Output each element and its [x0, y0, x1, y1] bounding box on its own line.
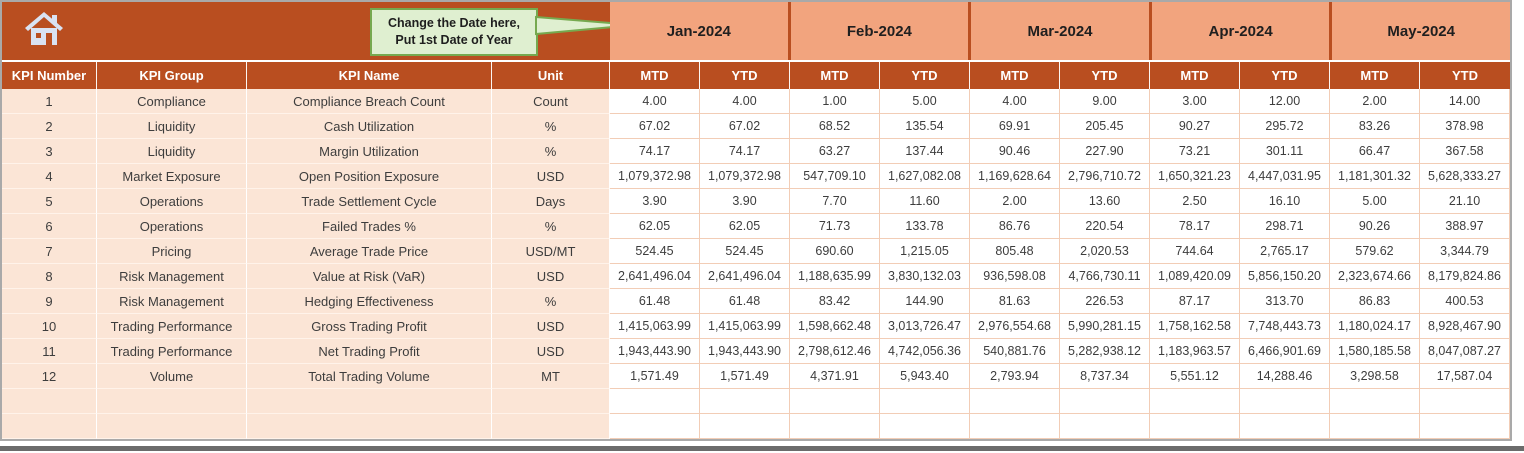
empty-value-cell[interactable]: [700, 389, 790, 414]
value-cell[interactable]: 295.72: [1240, 114, 1330, 139]
value-cell[interactable]: 1,180,024.17: [1330, 314, 1420, 339]
value-cell[interactable]: 74.17: [610, 139, 700, 164]
value-cell[interactable]: 14.00: [1420, 89, 1510, 114]
value-cell[interactable]: 4.00: [610, 89, 700, 114]
kpi-number-cell[interactable]: 7: [2, 239, 97, 264]
value-cell[interactable]: 1,943,443.90: [610, 339, 700, 364]
value-cell[interactable]: 9.00: [1060, 89, 1150, 114]
value-cell[interactable]: 2,323,674.66: [1330, 264, 1420, 289]
kpi-column-header[interactable]: KPI Group: [97, 62, 247, 89]
value-cell[interactable]: 3.00: [1150, 89, 1240, 114]
value-cell[interactable]: 1,415,063.99: [700, 314, 790, 339]
kpi-name-cell[interactable]: Trade Settlement Cycle: [247, 189, 492, 214]
value-cell[interactable]: 2,641,496.04: [610, 264, 700, 289]
value-cell[interactable]: 8,047,087.27: [1420, 339, 1510, 364]
value-cell[interactable]: 90.26: [1330, 214, 1420, 239]
value-cell[interactable]: 16.10: [1240, 189, 1330, 214]
empty-value-cell[interactable]: [610, 414, 700, 439]
value-cell[interactable]: 7,748,443.73: [1240, 314, 1330, 339]
value-cell[interactable]: 2,798,612.46: [790, 339, 880, 364]
value-cell[interactable]: 524.45: [700, 239, 790, 264]
value-cell[interactable]: 5,628,333.27: [1420, 164, 1510, 189]
top-header-band: [2, 2, 1510, 60]
unit-cell[interactable]: %: [492, 114, 610, 139]
value-cell[interactable]: 90.27: [1150, 114, 1240, 139]
empty-value-cell[interactable]: [1420, 389, 1510, 414]
value-cell[interactable]: 2,765.17: [1240, 239, 1330, 264]
empty-left-cell[interactable]: [97, 414, 247, 439]
value-cell[interactable]: 4.00: [700, 89, 790, 114]
kpi-name-cell[interactable]: Compliance Breach Count: [247, 89, 492, 114]
month-header-cell[interactable]: Apr-2024: [1152, 2, 1330, 60]
kpi-group-cell[interactable]: Pricing: [97, 239, 247, 264]
period-column-header[interactable]: YTD: [700, 62, 790, 89]
value-cell[interactable]: 547,709.10: [790, 164, 880, 189]
month-header-cell[interactable]: May-2024: [1332, 2, 1510, 60]
period-column-header[interactable]: YTD: [1452, 68, 1478, 83]
kpi-number-cell[interactable]: 2: [2, 114, 97, 139]
value-cell[interactable]: 2,976,554.68: [970, 314, 1060, 339]
value-cell[interactable]: 400.53: [1420, 289, 1510, 314]
value-cell[interactable]: 1,169,628.64: [970, 164, 1060, 189]
value-cell[interactable]: 71.73: [790, 214, 880, 239]
value-cell[interactable]: 3,298.58: [1330, 364, 1420, 389]
kpi-name-cell[interactable]: Open Position Exposure: [247, 164, 492, 189]
unit-cell[interactable]: %: [492, 214, 610, 239]
value-cell[interactable]: 73.21: [1150, 139, 1240, 164]
value-cell[interactable]: 226.53: [1060, 289, 1150, 314]
period-column-header[interactable]: MTD: [1150, 62, 1240, 89]
empty-left-cell[interactable]: [247, 389, 492, 414]
kpi-name-cell[interactable]: Total Trading Volume: [247, 364, 492, 389]
value-cell[interactable]: 68.52: [790, 114, 880, 139]
value-cell[interactable]: 3,830,132.03: [880, 264, 970, 289]
value-cell[interactable]: 67.02: [700, 114, 790, 139]
empty-value-cell[interactable]: [790, 389, 880, 414]
value-cell[interactable]: 86.83: [1330, 289, 1420, 314]
value-cell[interactable]: 5,282,938.12: [1060, 339, 1150, 364]
empty-value-cell[interactable]: [1060, 414, 1150, 439]
kpi-number-cell[interactable]: 10: [2, 314, 97, 339]
empty-left-cell[interactable]: [247, 414, 492, 439]
month-header-cell[interactable]: Jan-2024: [610, 2, 788, 60]
value-cell[interactable]: 12.00: [1240, 89, 1330, 114]
kpi-number-cell[interactable]: 3: [2, 139, 97, 164]
value-cell[interactable]: 205.45: [1060, 114, 1150, 139]
value-cell[interactable]: 61.48: [610, 289, 700, 314]
value-cell[interactable]: 67.02: [610, 114, 700, 139]
empty-value-cell[interactable]: [790, 414, 880, 439]
value-cell[interactable]: 1,188,635.99: [790, 264, 880, 289]
value-cell[interactable]: 14,288.46: [1240, 364, 1330, 389]
value-cell[interactable]: 133.78: [880, 214, 970, 239]
value-cell[interactable]: 63.27: [790, 139, 880, 164]
kpi-column-header[interactable]: Unit: [492, 62, 610, 89]
period-column-header[interactable]: MTD: [1330, 62, 1420, 89]
empty-value-cell[interactable]: [1240, 389, 1330, 414]
value-cell[interactable]: 62.05: [700, 214, 790, 239]
value-cell[interactable]: 1,079,372.98: [610, 164, 700, 189]
value-cell[interactable]: 2,641,496.04: [700, 264, 790, 289]
value-cell[interactable]: 1.00: [790, 89, 880, 114]
month-header-cell[interactable]: Mar-2024: [971, 2, 1149, 60]
period-column-header[interactable]: MTD: [610, 62, 700, 89]
value-cell[interactable]: 2.50: [1150, 189, 1240, 214]
month-header-cell[interactable]: Feb-2024: [791, 2, 969, 60]
period-column-header[interactable]: MTD: [790, 62, 880, 89]
kpi-number-cell[interactable]: 11: [2, 339, 97, 364]
period-column-header[interactable]: YTD: [1240, 62, 1330, 89]
value-cell[interactable]: 1,089,420.09: [1150, 264, 1240, 289]
value-cell[interactable]: 690.60: [790, 239, 880, 264]
kpi-group-cell[interactable]: Compliance: [97, 89, 247, 114]
unit-cell[interactable]: USD: [492, 314, 610, 339]
value-cell[interactable]: 1,181,301.32: [1330, 164, 1420, 189]
value-cell[interactable]: 5.00: [880, 89, 970, 114]
kpi-name-cell[interactable]: Margin Utilization: [247, 139, 492, 164]
value-cell[interactable]: 4,766,730.11: [1060, 264, 1150, 289]
value-cell[interactable]: 86.76: [970, 214, 1060, 239]
unit-cell[interactable]: MT: [492, 364, 610, 389]
value-cell[interactable]: 5,943.40: [880, 364, 970, 389]
value-cell[interactable]: 135.54: [880, 114, 970, 139]
value-cell[interactable]: 378.98: [1420, 114, 1510, 139]
callout-line-1: Change the Date here,: [388, 16, 520, 31]
month-header-band: [610, 2, 1510, 60]
empty-left-cell[interactable]: [2, 389, 97, 414]
kpi-name-cell[interactable]: Failed Trades %: [247, 214, 492, 239]
unit-cell[interactable]: USD/MT: [492, 239, 610, 264]
value-cell[interactable]: 367.58: [1420, 139, 1510, 164]
value-cell[interactable]: 3.90: [700, 189, 790, 214]
value-cell[interactable]: 7.70: [790, 189, 880, 214]
value-cell[interactable]: 11.60: [880, 189, 970, 214]
kpi-group-cell[interactable]: Risk Management: [97, 289, 247, 314]
value-cell[interactable]: 1,079,372.98: [700, 164, 790, 189]
empty-left-cell[interactable]: [492, 389, 610, 414]
column-header-row: [2, 62, 1510, 89]
kpi-number-cell[interactable]: 12: [2, 364, 97, 389]
value-cell[interactable]: 4.00: [970, 89, 1060, 114]
value-cell[interactable]: 87.17: [1150, 289, 1240, 314]
value-cell[interactable]: 301.11: [1240, 139, 1330, 164]
value-cell[interactable]: 81.63: [970, 289, 1060, 314]
value-cell[interactable]: 5,990,281.15: [1060, 314, 1150, 339]
value-cell[interactable]: 2,796,710.72: [1060, 164, 1150, 189]
value-cell[interactable]: 137.44: [880, 139, 970, 164]
kpi-name-cell[interactable]: Value at Risk (VaR): [247, 264, 492, 289]
kpi-number-cell[interactable]: 9: [2, 289, 97, 314]
value-cell[interactable]: 1,580,185.58: [1330, 339, 1420, 364]
value-cell[interactable]: 8,928,467.90: [1420, 314, 1510, 339]
empty-left-cell[interactable]: [2, 414, 97, 439]
empty-value-cell[interactable]: [880, 389, 970, 414]
value-cell[interactable]: 936,598.08: [970, 264, 1060, 289]
value-cell[interactable]: 805.48: [970, 239, 1060, 264]
kpi-name-cell[interactable]: Cash Utilization: [247, 114, 492, 139]
period-column-header[interactable]: YTD: [1060, 62, 1150, 89]
value-cell[interactable]: 540,881.76: [970, 339, 1060, 364]
value-cell[interactable]: 5,856,150.20: [1240, 264, 1330, 289]
value-cell[interactable]: 313.70: [1240, 289, 1330, 314]
unit-cell[interactable]: USD: [492, 264, 610, 289]
kpi-data-grid: [2, 89, 1510, 439]
value-cell[interactable]: 74.17: [700, 139, 790, 164]
value-cell[interactable]: 524.45: [610, 239, 700, 264]
empty-value-cell[interactable]: [1240, 414, 1330, 439]
value-cell[interactable]: 1,598,662.48: [790, 314, 880, 339]
kpi-group-cell[interactable]: Liquidity: [97, 114, 247, 139]
value-cell[interactable]: 17,587.04: [1420, 364, 1510, 389]
value-cell[interactable]: 5.00: [1330, 189, 1420, 214]
value-cell[interactable]: 579.62: [1330, 239, 1420, 264]
kpi-group-cell[interactable]: Trading Performance: [97, 339, 247, 364]
kpi-group-cell[interactable]: Operations: [97, 214, 247, 239]
value-cell[interactable]: 2,020.53: [1060, 239, 1150, 264]
callout-line-2: Put 1st Date of Year: [395, 33, 513, 47]
value-cell[interactable]: 5,551.12: [1150, 364, 1240, 389]
home-button[interactable]: [22, 10, 66, 52]
unit-cell[interactable]: Days: [492, 189, 610, 214]
empty-value-cell[interactable]: [970, 414, 1060, 439]
value-cell[interactable]: 8,737.34: [1060, 364, 1150, 389]
window-bottom-bar: [0, 446, 1524, 451]
date-change-callout: [370, 8, 538, 56]
value-cell[interactable]: 3.90: [610, 189, 700, 214]
kpi-group-cell[interactable]: Operations: [97, 189, 247, 214]
kpi-number-cell[interactable]: 4: [2, 164, 97, 189]
unit-cell[interactable]: %: [492, 139, 610, 164]
kpi-number-cell[interactable]: 1: [2, 89, 97, 114]
value-cell[interactable]: 227.90: [1060, 139, 1150, 164]
value-cell[interactable]: 1,415,063.99: [610, 314, 700, 339]
empty-value-cell[interactable]: [1330, 414, 1420, 439]
empty-left-cell[interactable]: [97, 389, 247, 414]
value-cell[interactable]: 1,215.05: [880, 239, 970, 264]
unit-cell[interactable]: USD: [492, 164, 610, 189]
kpi-name-cell[interactable]: Net Trading Profit: [247, 339, 492, 364]
value-cell[interactable]: 1,943,443.90: [700, 339, 790, 364]
kpi-name-cell[interactable]: Hedging Effectiveness: [247, 289, 492, 314]
value-cell[interactable]: 4,447,031.95: [1240, 164, 1330, 189]
unit-cell[interactable]: Count: [492, 89, 610, 114]
unit-cell[interactable]: USD: [492, 339, 610, 364]
value-cell[interactable]: 3,344.79: [1420, 239, 1510, 264]
value-cell[interactable]: 2.00: [1330, 89, 1420, 114]
empty-value-cell[interactable]: [1150, 414, 1240, 439]
unit-cell[interactable]: %: [492, 289, 610, 314]
value-cell[interactable]: 1,571.49: [700, 364, 790, 389]
value-cell[interactable]: 388.97: [1420, 214, 1510, 239]
value-cell[interactable]: 62.05: [610, 214, 700, 239]
kpi-number-cell[interactable]: 5: [2, 189, 97, 214]
value-cell[interactable]: 90.46: [970, 139, 1060, 164]
empty-value-cell[interactable]: [700, 414, 790, 439]
kpi-column-header[interactable]: KPI Number: [2, 62, 97, 89]
value-cell[interactable]: 1,571.49: [610, 364, 700, 389]
kpi-group-cell[interactable]: Market Exposure: [97, 164, 247, 189]
kpi-name-cell[interactable]: Gross Trading Profit: [247, 314, 492, 339]
kpi-group-cell[interactable]: Risk Management: [97, 264, 247, 289]
value-cell[interactable]: 1,650,321.23: [1150, 164, 1240, 189]
empty-value-cell[interactable]: [1330, 389, 1420, 414]
value-cell[interactable]: 144.90: [880, 289, 970, 314]
value-cell[interactable]: 220.54: [1060, 214, 1150, 239]
value-cell[interactable]: 1,183,963.57: [1150, 339, 1240, 364]
kpi-group-cell[interactable]: Volume: [97, 364, 247, 389]
value-cell[interactable]: 21.10: [1420, 189, 1510, 214]
period-column-header[interactable]: YTD: [880, 62, 970, 89]
kpi-number-cell[interactable]: 6: [2, 214, 97, 239]
value-cell[interactable]: 4,371.91: [790, 364, 880, 389]
empty-value-cell[interactable]: [1420, 414, 1510, 439]
value-cell[interactable]: 8,179,824.86: [1420, 264, 1510, 289]
empty-value-cell[interactable]: [970, 389, 1060, 414]
kpi-group-cell[interactable]: Trading Performance: [97, 314, 247, 339]
value-cell[interactable]: 1,627,082.08: [880, 164, 970, 189]
value-cell[interactable]: 66.47: [1330, 139, 1420, 164]
kpi-column-header[interactable]: KPI Name: [247, 62, 492, 89]
period-column-header[interactable]: MTD: [970, 62, 1060, 89]
value-cell[interactable]: 2,793.94: [970, 364, 1060, 389]
empty-left-cell[interactable]: [492, 414, 610, 439]
value-cell[interactable]: 4,742,056.36: [880, 339, 970, 364]
value-cell[interactable]: 61.48: [700, 289, 790, 314]
value-cell[interactable]: 78.17: [1150, 214, 1240, 239]
empty-value-cell[interactable]: [610, 389, 700, 414]
value-cell[interactable]: 2.00: [970, 189, 1060, 214]
value-cell[interactable]: 6,466,901.69: [1240, 339, 1330, 364]
kpi-group-cell[interactable]: Liquidity: [97, 139, 247, 164]
empty-value-cell[interactable]: [1060, 389, 1150, 414]
value-cell[interactable]: 83.26: [1330, 114, 1420, 139]
empty-value-cell[interactable]: [880, 414, 970, 439]
value-cell[interactable]: 13.60: [1060, 189, 1150, 214]
value-cell[interactable]: 83.42: [790, 289, 880, 314]
value-cell[interactable]: 1,758,162.58: [1150, 314, 1240, 339]
value-cell[interactable]: 298.71: [1240, 214, 1330, 239]
value-cell[interactable]: 69.91: [970, 114, 1060, 139]
empty-value-cell[interactable]: [1150, 389, 1240, 414]
value-cell[interactable]: 3,013,726.47: [880, 314, 970, 339]
home-icon: [24, 11, 64, 52]
kpi-name-cell[interactable]: Average Trade Price: [247, 239, 492, 264]
kpi-number-cell[interactable]: 8: [2, 264, 97, 289]
value-cell[interactable]: 744.64: [1150, 239, 1240, 264]
